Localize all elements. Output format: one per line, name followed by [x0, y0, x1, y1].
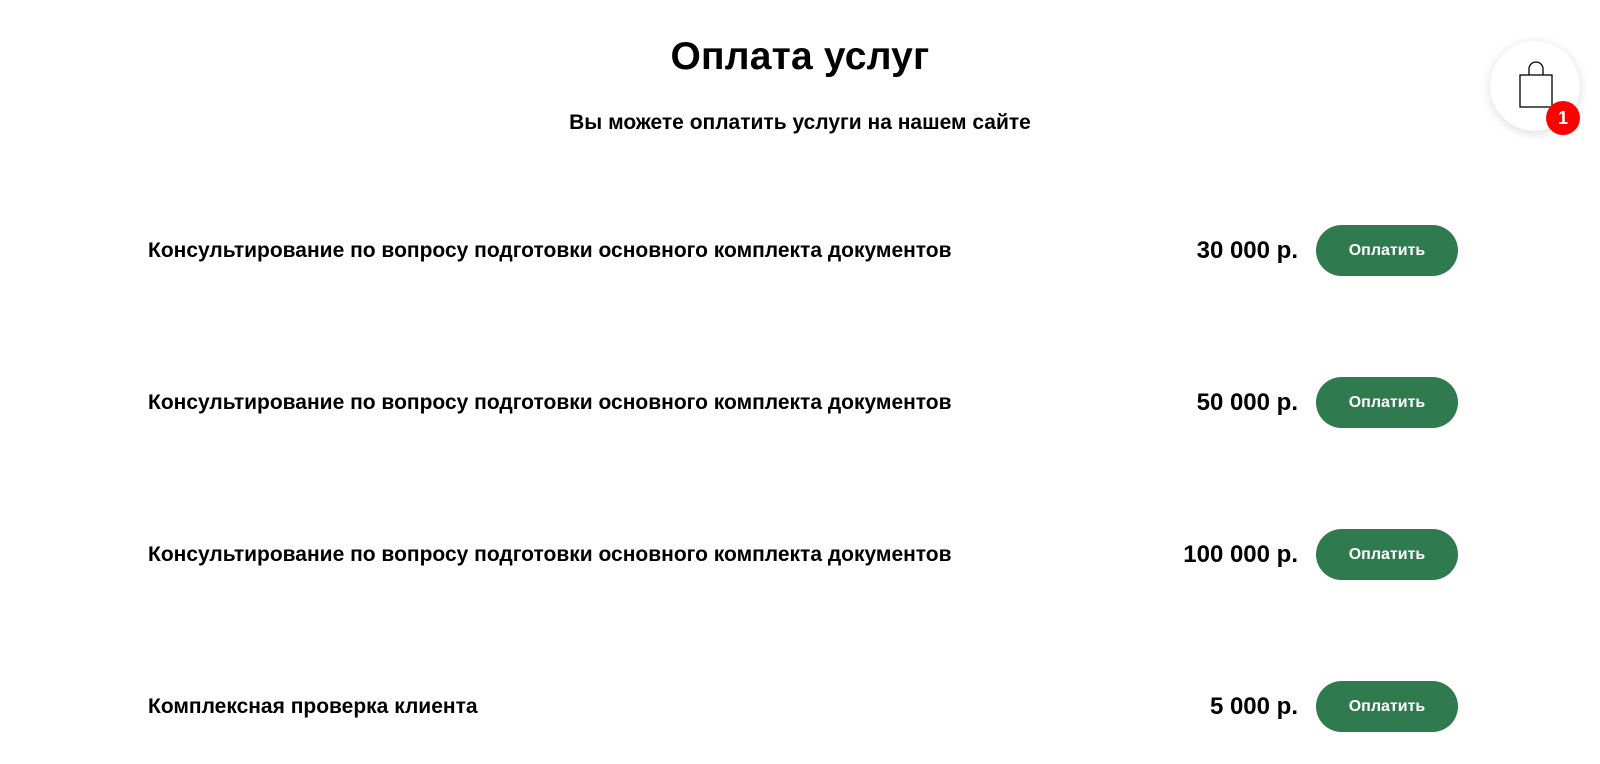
cart-count-badge: 1 — [1546, 101, 1580, 135]
service-item — [148, 529, 1458, 581]
service-name: Консультирование по вопросу подготовки основного комплекта документов — [148, 543, 952, 566]
pay-button[interactable]: Оплатить — [1316, 681, 1458, 732]
shopping-bag-icon — [1518, 61, 1554, 109]
page-title: Оплата услуг — [670, 35, 930, 78]
service-price: 50 000 р. — [1196, 389, 1298, 416]
service-name: Консультирование по вопросу подготовки основного комплекта документов — [148, 239, 952, 262]
service-name: Консультирование по вопросу подготовки основного комплекта документов — [148, 391, 952, 414]
service-name: Комплексная проверка клиента — [148, 695, 478, 718]
service-item — [148, 377, 1458, 429]
pay-button[interactable]: Оплатить — [1316, 225, 1458, 276]
service-price: 30 000 р. — [1196, 237, 1298, 264]
cart-button[interactable] — [1490, 41, 1580, 131]
service-price: 100 000 р. — [1183, 541, 1298, 568]
service-price: 5 000 р. — [1209, 693, 1298, 720]
service-item — [148, 225, 1458, 277]
pay-button[interactable]: Оплатить — [1316, 377, 1458, 428]
pay-button[interactable]: Оплатить — [1316, 529, 1458, 580]
page-subtitle: Вы можете оплатить услуги на нашем сайте — [569, 111, 1031, 134]
service-item — [148, 681, 1458, 733]
